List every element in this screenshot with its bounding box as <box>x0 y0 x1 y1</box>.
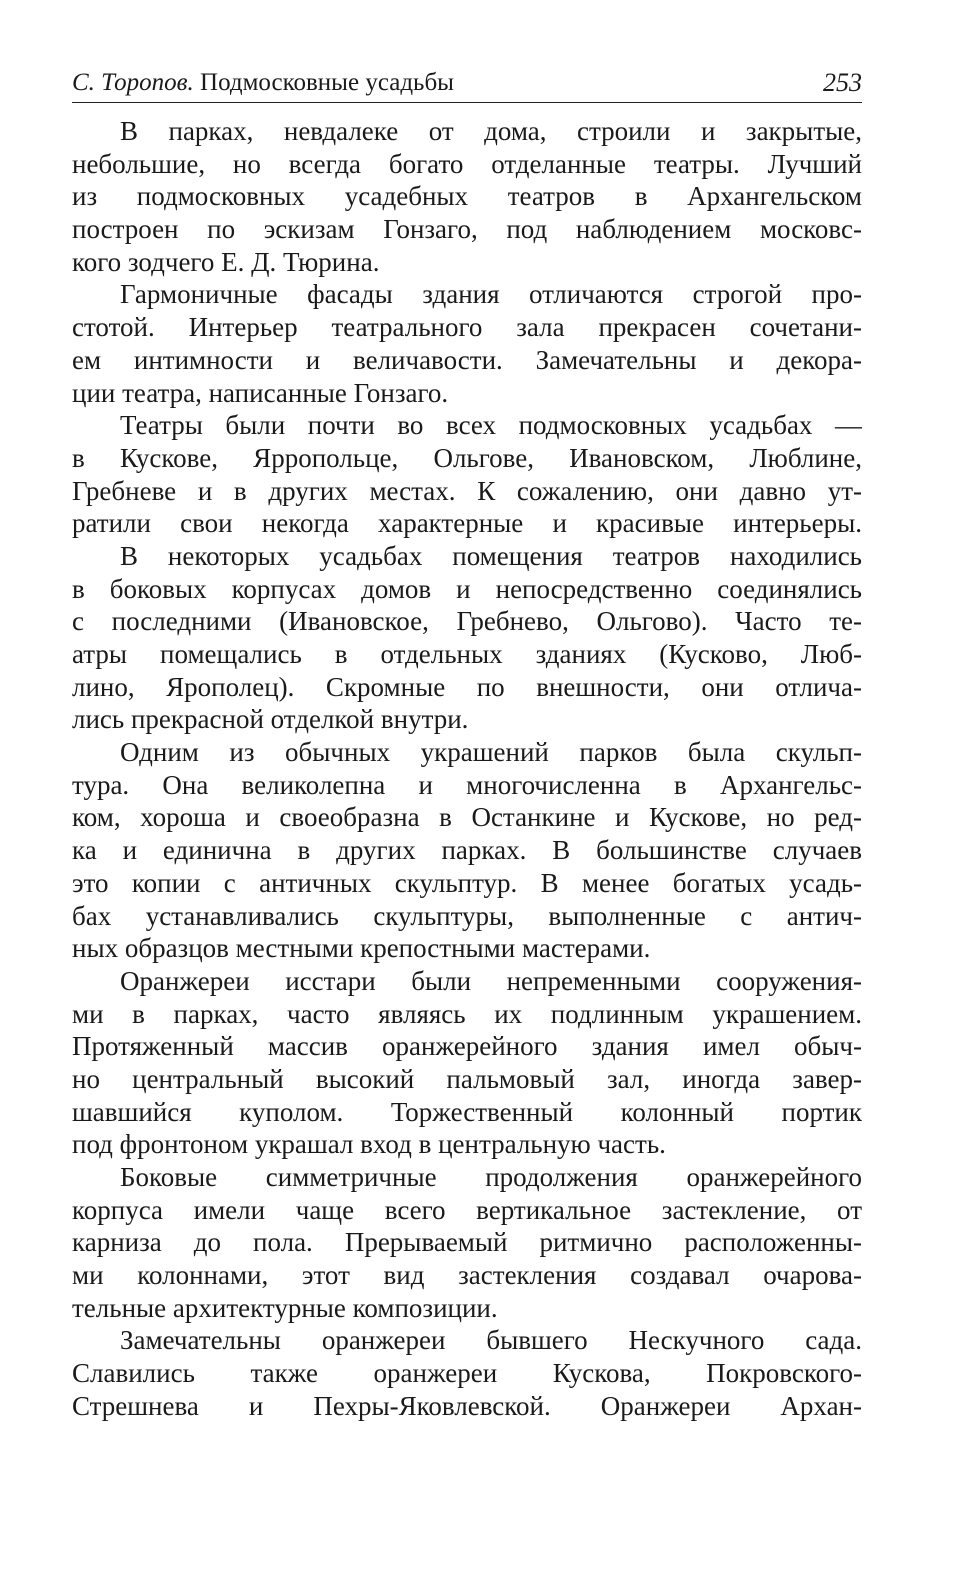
text-line: Гребневе и в других местах. К сожалению, они давно ут- <box>72 475 862 506</box>
text-line: Театры были почти во всех подмосковных усадьбах — <box>120 410 862 441</box>
text-line: лино, Ярополец). Скромные по внешности, они отлича- <box>72 671 862 702</box>
book-page <box>72 66 862 1423</box>
text-line: тельные архитектурные композиции. <box>72 1292 498 1323</box>
text-line: Гармоничные фасады здания отличаются строгой про- <box>120 279 862 310</box>
text-line: с последними (Ивановское, Гребнево, Ольгово). Часто те- <box>72 606 862 637</box>
text-line: Славились также оранжереи Кускова, Покровского- <box>72 1358 862 1389</box>
text-line: атры помещались в отдельных зданиях (Кусково, Люб- <box>72 639 862 669</box>
text-line: ем интимности и величавости. Замечательны и декора- <box>72 344 862 375</box>
body-text <box>72 115 862 1423</box>
text-line: карниза до пола. Прерываемый ритмично расположенны- <box>72 1227 862 1258</box>
text-line: бах устанавливались скульптуры, выполненные с антич- <box>72 900 862 931</box>
text-line: ми колоннами, этот вид застекления создавал очарова- <box>72 1260 862 1291</box>
text-line: в Кускове, Ярропольце, Ольгове, Ивановском, Люблине, <box>72 442 862 473</box>
text-line: В некоторых усадьбах помещения театров находились <box>120 540 862 571</box>
text-line: Оранжереи исстари были непременными сооружения- <box>120 965 862 996</box>
text-line: тура. Она великолепна и многочисленна в Архангельс- <box>72 769 862 800</box>
text-line: ка и единична в других парках. В большинстве случаев <box>72 835 862 866</box>
text-line: под фронтоном украшал вход в центральную часть. <box>72 1129 666 1160</box>
text-line: ции театра, написанные Гонзаго. <box>72 377 449 408</box>
text-line: В парках, невдалеке от дома, строили и закрытые, <box>120 116 862 146</box>
text-line: небольшие, но всегда богато отделанные театры. Лучший <box>72 148 862 179</box>
text-line: Одним из обычных украшений парков была скульп- <box>120 737 862 768</box>
text-line: из подмосковных усадебных театров в Архангельском <box>72 181 862 212</box>
text-line: в боковых корпусах домов и непосредственно соединялись <box>72 573 862 604</box>
text-line: стотой. Интерьер театрального зала прекрасен сочетани- <box>72 312 862 343</box>
text-line: Стрешнева и Пехры-Яковлевской. Оранжереи Архан- <box>72 1390 862 1421</box>
text-line: Протяженный массив оранжерейного здания имел обыч- <box>72 1031 862 1062</box>
page-number: 253 <box>823 68 862 97</box>
running-head <box>72 66 862 103</box>
text-line: Замечательны оранжереи бывшего Нескучного сада. <box>120 1325 862 1356</box>
text-line: это копии с античных скульптур. В менее богатых усадь- <box>72 867 862 898</box>
text-line: кого зодчего Е. Д. Тюрина. <box>72 246 380 277</box>
text-line: ратили свои некогда характерные и красивые интерьеры. <box>72 508 862 539</box>
text-line: Боковые симметричные продолжения оранжерейного <box>120 1162 862 1192</box>
text-line: ком, хороша и своеобразна в Останкине и Кускове, но ред- <box>72 802 862 833</box>
text-line: построен по эскизам Гонзаго, под наблюдением московс- <box>72 214 862 245</box>
text-line: но центральный высокий пальмовый зал, иногда завер- <box>72 1063 862 1094</box>
running-head-title: Подмосковные усадьбы <box>193 69 454 96</box>
text-line: корпуса имели чаще всего вертикальное застекление, от <box>72 1194 862 1225</box>
text-line: ми в парках, часто являясь их подлинным украшением. <box>72 998 862 1029</box>
text-line: ных образцов местными крепостными мастерами. <box>72 933 651 964</box>
running-head-author: С. Торопов. <box>72 69 194 96</box>
text-line: лись прекрасной отделкой внутри. <box>72 704 469 735</box>
text-line: шавшийся куполом. Торжественный колонный портик <box>72 1096 862 1127</box>
